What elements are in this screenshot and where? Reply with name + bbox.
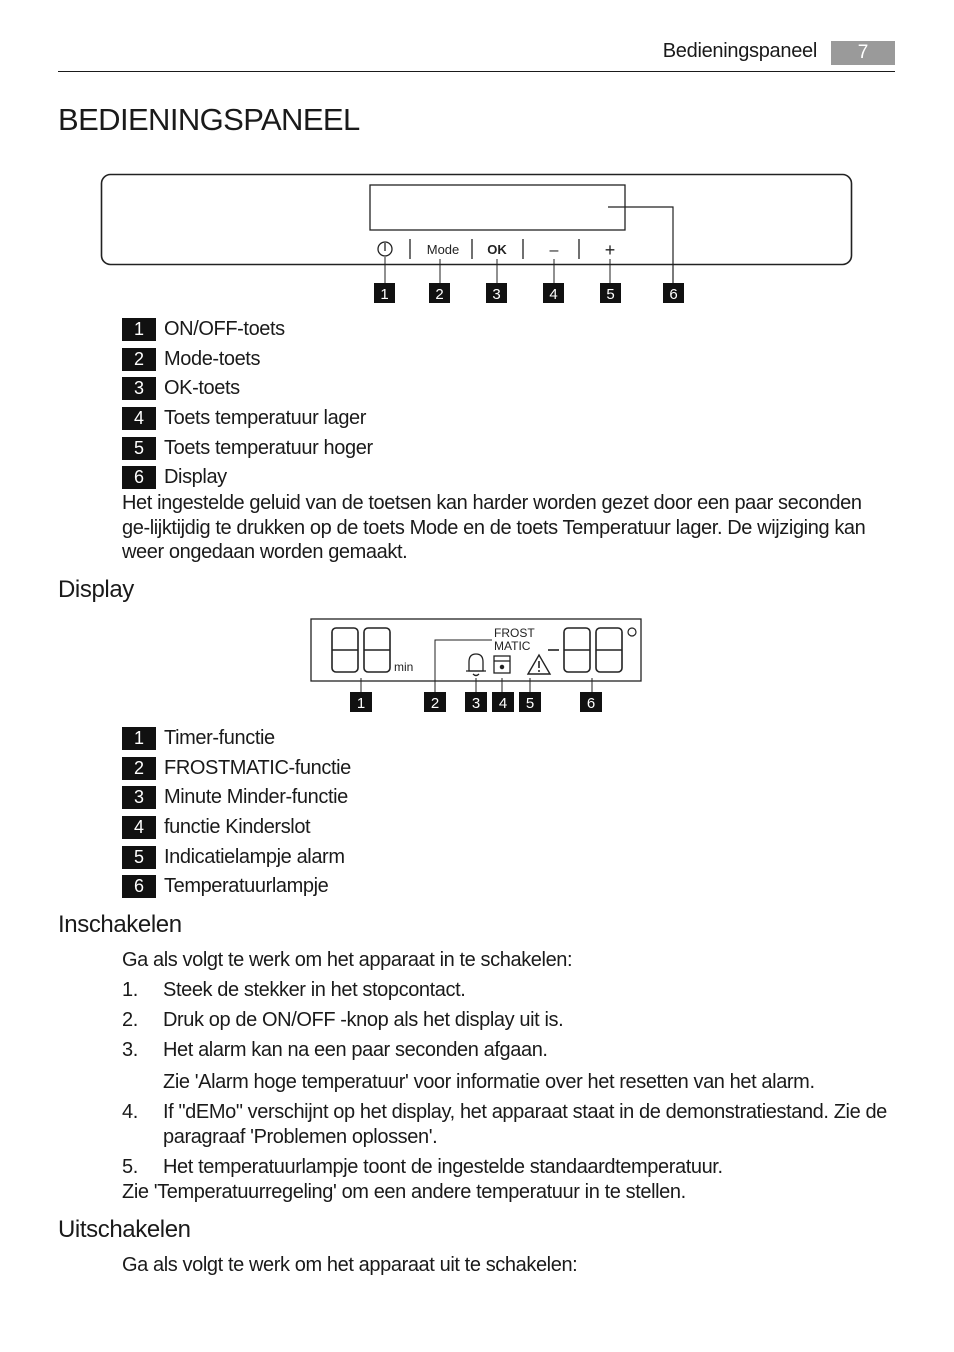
step-number: 4. (122, 1101, 138, 1123)
callout-badge-4 (543, 283, 564, 303)
child-lock-icon (494, 656, 510, 673)
callout-badge-6 (663, 283, 684, 303)
degree-icon (628, 628, 636, 636)
list-item (122, 433, 373, 463)
legend-text: Toets temperatuur hoger (164, 436, 373, 459)
step-text: Het temperatuurlampje toont de ingestelde standaardtemperatuur. (163, 1156, 723, 1178)
legend-badge: 1 (122, 318, 156, 341)
svg-text:4: 4 (498, 695, 508, 712)
legend-badge: 2 (122, 757, 156, 780)
step-text: Druk op de ON/OFF -knop als het display uit is. (163, 1009, 564, 1031)
legend-text: Display (164, 466, 227, 489)
step-text: Zie 'Alarm hoge temperatuur' voor informatie over het resetten van het alarm. (163, 1071, 815, 1093)
running-header-title: Bedieningspaneel (662, 40, 817, 62)
legend-text: functie Kinderslot (164, 816, 311, 839)
callout-badge-1 (374, 283, 395, 303)
legend-text: FROSTMATIC-functie (164, 756, 351, 779)
legend-badge: 6 (122, 875, 156, 898)
legend-badge: 5 (122, 846, 156, 869)
temperature-digits-icon (548, 628, 622, 672)
list-item (122, 842, 351, 872)
inschakelen-outro: Zie 'Temperatuurregeling' om een andere temperatuur in te stellen. (122, 1181, 686, 1203)
callout-badge-5 (600, 283, 621, 303)
callout-badge-2 (429, 283, 450, 303)
section-heading-uitschakelen: Uitschakelen (58, 1216, 191, 1243)
bell-icon (466, 654, 486, 676)
matic-label: MATIC (494, 639, 531, 653)
list-item (122, 463, 373, 493)
step-item (122, 1155, 894, 1180)
step-text: Het alarm kan na een paar seconden afgaan. (163, 1039, 548, 1061)
legend-badge: 3 (122, 786, 156, 809)
list-item (122, 404, 373, 434)
list-item (122, 315, 373, 345)
legend-text: Toets temperatuur lager (164, 407, 367, 430)
svg-text:6: 6 (669, 286, 678, 303)
power-icon (378, 242, 392, 256)
legend-text: Mode-toets (164, 347, 261, 370)
page-number: 7 (831, 41, 895, 65)
legend-text: Timer-functie (164, 727, 275, 750)
min-label: min (394, 660, 414, 674)
panel-note-paragraph: Het ingestelde geluid van de toetsen kan harder worden gezet door een paar seconden ge-lijktijdig te drukken op de toets Mode en de toets Temperatuur lager. De wijziging kan weer ongedaan worden gemaakt. (122, 492, 866, 563)
display-legend (122, 724, 351, 902)
svg-text:5: 5 (606, 286, 615, 303)
step-item (122, 1070, 894, 1095)
list-item (122, 345, 373, 375)
inschakelen-intro: Ga als volgt te werk om het apparaat in te schakelen: (122, 949, 573, 971)
step-item (122, 978, 894, 1003)
step-text: Steek de stekker in het stopcontact. (163, 979, 466, 1001)
svg-text:6: 6 (586, 695, 596, 712)
step-item (122, 1100, 894, 1149)
timer-digits-icon (332, 628, 390, 672)
step-item (122, 1008, 894, 1033)
legend-badge: 2 (122, 348, 156, 371)
svg-text:1: 1 (356, 695, 366, 712)
panel-legend (122, 315, 373, 493)
step-number: 1. (122, 979, 138, 1001)
list-item (122, 724, 351, 754)
legend-text: Temperatuurlampje (164, 875, 329, 898)
callout-badge-6 (580, 692, 602, 712)
control-panel-figure (100, 173, 854, 307)
legend-badge: 5 (122, 437, 156, 460)
callout-badge-5 (519, 692, 541, 712)
list-item (122, 783, 351, 813)
step-text: If "dEMo" verschijnt op het display, het apparaat staat in de demonstratiestand. Zie de paragraaf 'Problemen oplossen'. (163, 1101, 887, 1148)
header-divider (58, 71, 895, 72)
ok-button-label: OK (487, 242, 507, 257)
callout-badge-3 (486, 283, 507, 303)
section-heading-display: Display (58, 576, 134, 603)
legend-text: ON/OFF-toets (164, 318, 285, 341)
step-number: 3. (122, 1039, 138, 1061)
callout-badge-3 (465, 692, 487, 712)
alarm-warning-icon (528, 655, 550, 674)
list-item (122, 374, 373, 404)
svg-text:3: 3 (492, 286, 501, 303)
list-item (122, 813, 351, 843)
legend-badge: 6 (122, 466, 156, 489)
legend-text: Minute Minder-functie (164, 786, 348, 809)
legend-text: Indicatielampje alarm (164, 845, 345, 868)
legend-badge: 4 (122, 407, 156, 430)
section-heading-inschakelen: Inschakelen (58, 911, 182, 938)
legend-badge: 3 (122, 377, 156, 400)
legend-badge: 4 (122, 816, 156, 839)
legend-badge: 1 (122, 727, 156, 750)
display-figure (310, 618, 644, 716)
callout-badge-1 (350, 692, 372, 712)
callout-badge-2 (424, 692, 446, 712)
step-number: 2. (122, 1009, 138, 1031)
svg-text:2: 2 (430, 695, 440, 712)
svg-text:3: 3 (471, 695, 481, 712)
page-title: BEDIENINGSPANEEL (58, 102, 360, 137)
minus-button-label: – (549, 242, 559, 259)
svg-text:4: 4 (549, 286, 558, 303)
legend-text: OK-toets (164, 377, 240, 400)
callout-badge-4 (492, 692, 514, 712)
list-item (122, 754, 351, 784)
step-number (122, 1070, 163, 1095)
plus-button-label: + (604, 240, 616, 260)
frost-label: FROST (494, 626, 535, 640)
uitschakelen-intro: Ga als volgt te werk om het apparaat uit te schakelen: (122, 1254, 578, 1276)
step-number: 5. (122, 1156, 138, 1178)
svg-text:1: 1 (380, 286, 389, 303)
svg-text:5: 5 (525, 695, 535, 712)
step-item (122, 1038, 894, 1063)
svg-text:2: 2 (435, 286, 444, 303)
mode-button-label: Mode (426, 242, 460, 257)
list-item (122, 872, 351, 902)
